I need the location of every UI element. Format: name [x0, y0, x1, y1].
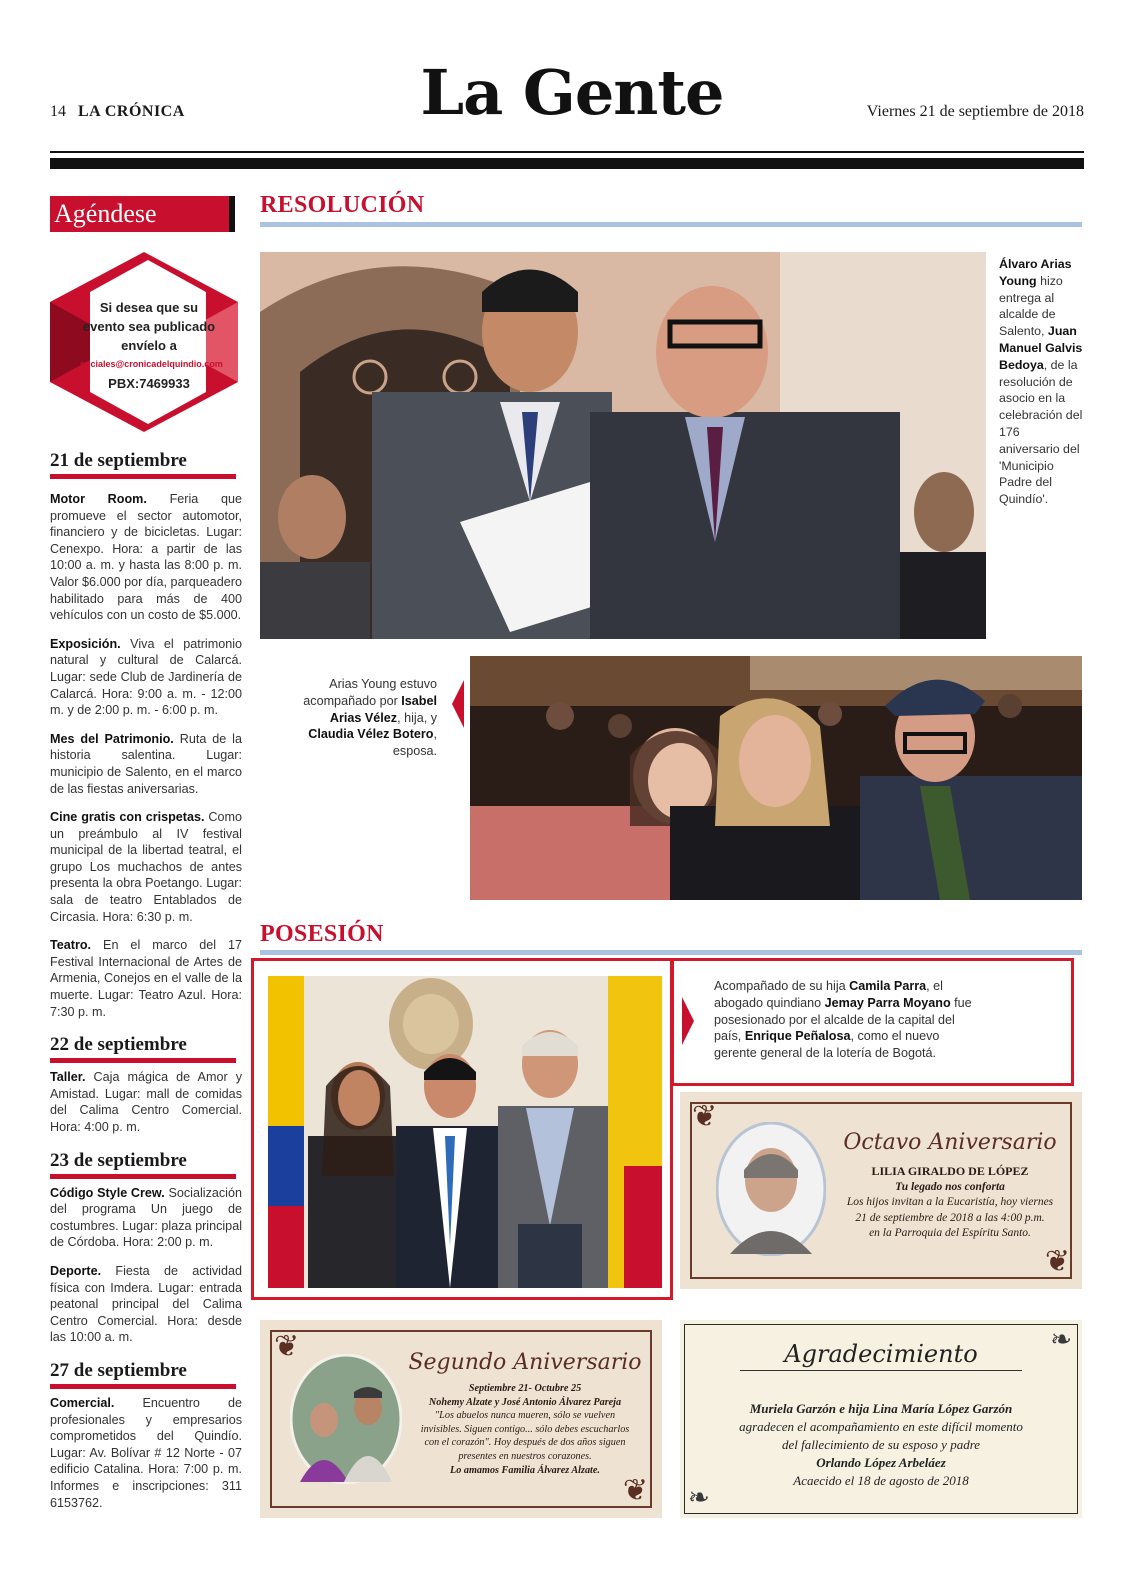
card-line: Los hijos invitan a la Eucaristía, hoy viernes [846, 1196, 1054, 1208]
card-line: Acaecido el 18 de agosto de 2018 [793, 1473, 969, 1488]
event-item [50, 937, 242, 1020]
section-title-posesion: POSESIÓN [260, 921, 384, 947]
event-title: Cine gratis con crispetas. [50, 810, 205, 825]
caption-text: , como el nuevo gerente general de la lotería de Bogotá. [714, 1029, 940, 1061]
portrait-couple [290, 1354, 402, 1484]
section-title-resolucion: RESOLUCIÓN [260, 192, 425, 218]
deceased-name: LILIA GIRALDO DE LÓPEZ [871, 1164, 1029, 1178]
section-rule [260, 222, 1082, 227]
agenda-title: Agéndese [50, 196, 235, 232]
event-item [50, 731, 242, 797]
card-signature: Lo amamos Familia Álvarez Alzate. [450, 1464, 600, 1476]
event-item [50, 809, 242, 925]
photo-resolution-handover [260, 252, 986, 639]
section-masthead: La Gente [420, 56, 724, 129]
caption-name: Jemay Parra Moyano [824, 995, 951, 1010]
event-item [50, 1395, 242, 1511]
card-body [700, 1400, 1062, 1490]
corner-ornament-icon: ❦ [1044, 1245, 1070, 1278]
card-line: con el corazón". Hoy después de dos años siguen [424, 1437, 626, 1449]
caption-resolution-main [999, 256, 1083, 508]
event-text: Caja mágica de Amor y Amistad. Lugar: mall de comidas del Calima Centro Comercial. Hora: 4:00 p. m. [50, 1070, 243, 1134]
day-heading: 21 de septiembre [50, 450, 236, 479]
caption-posesion [714, 978, 982, 1062]
caption-name: Enrique Peñalosa [744, 1029, 851, 1044]
day-heading: 23 de septiembre [50, 1150, 236, 1179]
caption-resolution-family [300, 676, 437, 760]
day-heading: 22 de septiembre [50, 1034, 236, 1063]
agenda-sidebar [50, 196, 242, 1511]
card-title: Agradecimiento [740, 1340, 1022, 1371]
photo-posesion [268, 976, 662, 1288]
caption-pointer [682, 997, 694, 1045]
event-text: Viva el patrimonio natural y cultural de Calarcá. Lugar: sede Club de Jardinería de Calarcá. Hora: 9:00 a. m. - 12:00 m. y de 2:00 p. m. - 6:00 p. m. [50, 636, 243, 718]
event-title: Comercial. [50, 1395, 115, 1410]
caption-text: , el abogado quindiano [714, 979, 943, 1010]
card-body [400, 1382, 650, 1477]
promo-line-2: evento sea publicado [82, 319, 216, 334]
card-line: "Los abuelos nunca mueren, sólo se vuelven [434, 1410, 616, 1422]
caption-name: Juan Manuel Galvis Bedoya [999, 324, 1083, 372]
card-line: presentes en nuestros corazones. [458, 1450, 592, 1462]
card-line: invisibles. Siguen contigo... sólo debes escucharlos [420, 1423, 630, 1435]
event-item [50, 491, 242, 624]
memorial-card-octavo [680, 1092, 1082, 1289]
promo-text [80, 298, 223, 393]
paper-name: LA CRÓNICA [78, 103, 185, 120]
header-rule-thin [50, 151, 1084, 153]
corner-ornament-icon: ❧ [1050, 1324, 1072, 1354]
submit-event-promo [50, 252, 238, 432]
deceased-name: Orlando López Arbeláez [816, 1455, 946, 1470]
caption-text: , de la resolución de asocio en la celebración del 176 aniversario del 'Municipio Padre del Quindío'. [999, 357, 1083, 507]
event-item [50, 636, 242, 719]
promo-line-3: envíelo a [121, 338, 177, 353]
corner-ornament-icon: ❦ [622, 1474, 648, 1507]
caption-name: Isabel Arias Vélez [329, 693, 437, 725]
caption-text: Acompañado de su hija [714, 979, 850, 993]
promo-phone: PBX:7469933 [108, 376, 190, 391]
corner-ornament-icon: ❧ [688, 1482, 710, 1512]
card-line: Tu legado nos conforta [895, 1180, 1005, 1193]
event-title: Deporte. [50, 1263, 102, 1278]
caption-text: , hija, y [397, 710, 437, 725]
caption-text: Arias Young estuvo acompañado por [303, 677, 437, 708]
caption-text: , esposa. [392, 727, 437, 759]
caption-name: Camila Parra [849, 979, 927, 993]
event-item [50, 1185, 242, 1251]
event-item [50, 1069, 242, 1135]
day-heading: 27 de septiembre [50, 1360, 236, 1389]
event-text: Socialización del programa Un juego de costumbres. Lugar: plaza principal de Córdoba. Hora: 2:00 p. m. [50, 1185, 242, 1250]
event-text: En el marco del 17 Festival Internacional de Artes de Armenia, Conejos en el valle de la muerte. Lugar: Teatro Azul. Hora: 7:30 p. m. [50, 938, 242, 1019]
issue-date: Viernes 21 de septiembre de 2018 [866, 103, 1084, 120]
caption-text: fue posesionado por el alcalde de la capital del país, [714, 995, 972, 1044]
card-line: Septiembre 21- Octubre 25 [468, 1383, 582, 1394]
corner-ornament-icon: ❦ [692, 1100, 718, 1133]
page-number: 14 [50, 103, 66, 120]
event-item [50, 1263, 242, 1346]
memorial-card-agradecimiento [680, 1320, 1082, 1518]
header-rule-thick [50, 158, 1084, 169]
card-title: Octavo Aniversario [843, 1130, 1057, 1155]
memorial-card-segundo [260, 1320, 662, 1518]
event-title: Mes del Patrimonio. [50, 731, 174, 746]
card-line: 21 de septiembre de 2018 a las 4:00 p.m. [855, 1211, 1045, 1224]
event-text: Fiesta de actividad física con Imdera. Lugar: entrada peatonal principal del Calima Centro Comercial. Hora: desde las 10:00 a. m. [50, 1263, 242, 1345]
card-line: en la Parroquia del Espíritu Santo. [869, 1227, 1031, 1239]
portrait-lilia [716, 1122, 826, 1256]
card-body [830, 1164, 1070, 1242]
photo-family [470, 656, 1082, 900]
event-text: Ruta de la historia salentina. Lugar: municipio de Salento, en el marco de las fiestas aniversarias. [50, 731, 242, 796]
card-line: Muriela Garzón e hija Lina María López Garzón [749, 1401, 1013, 1416]
section-rule [260, 950, 1082, 955]
event-text: Encuentro de profesionales y empresarios comprometidos del Quindío. Lugar: Av. Bolívar # 12 Norte - 07 edificio Catalina. Hora: 7:00 p. m. Informes e inscripciones: 311 6153762. [50, 1395, 243, 1510]
card-line: agradecen el acompañamiento en este difícil momento [739, 1419, 1023, 1434]
event-text: Como un preámbulo al IV festival municipal de la libertad teatral, el grupo Los muchachos de antes presenta la obra Poetango. Lugar: sala de teatro Entablados de Circasia. Hora: 6:30 p. m. [50, 810, 242, 924]
caption-name: Álvaro Arias Young [999, 257, 1072, 288]
event-title: Código Style Crew. [50, 1185, 165, 1200]
caption-name: Claudia Vélez Botero [308, 727, 434, 742]
caption-pointer [452, 680, 464, 728]
promo-email-link[interactable]: sociales@cronicadelquindio.com [80, 359, 223, 369]
event-text: Feria que promueve el sector automotor, financiero y de bicicletas. Lugar: Cenexpo. Hora: a partir de las 10:00 a. m. y hasta las 8:00 p. m. Valor $6.000 por día, parqueadero habilitado para más de 400 vehículos con un costo de $5.000. [50, 492, 242, 623]
deceased-name: Nohemy Alzate y José Antonio Álvarez Pareja [428, 1396, 622, 1408]
event-title: Taller. [50, 1070, 86, 1085]
card-title: Segundo Aniversario [408, 1350, 642, 1375]
event-title: Exposición. [50, 636, 121, 651]
corner-ornament-icon: ❦ [274, 1330, 300, 1363]
event-title: Motor Room. [50, 492, 147, 506]
caption-text: hizo entrega al alcalde de Salento, [999, 273, 1063, 339]
promo-line-1: Si desea que su [99, 300, 199, 315]
event-title: Teatro. [50, 938, 92, 953]
card-line: del fallecimiento de su esposo y padre [781, 1437, 981, 1452]
